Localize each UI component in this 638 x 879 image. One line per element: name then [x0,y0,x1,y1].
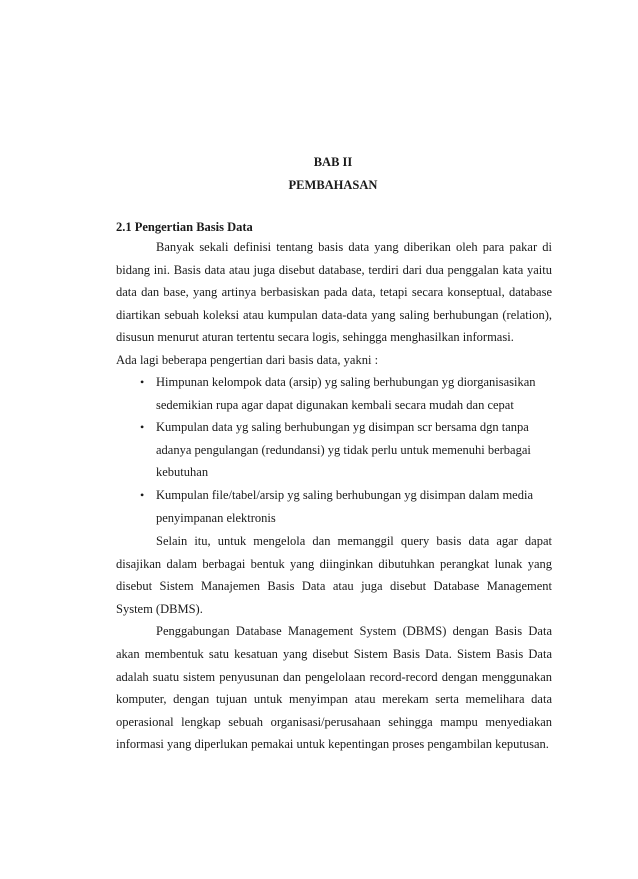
list-item [116,416,552,484]
list-item-text: Himpunan kelompok data (arsip) yg saling berhubungan yg diorganisasikan sedemikian rupa agar dapat digunakan kembali secara mudah dan cepat [156,375,536,412]
paragraph-intro: Banyak sekali definisi tentang basis data yang diberikan oleh para pakar di bidang ini. Basis data atau juga disebut database, terdiri dari dua penggalan kata yaitu data dan base, yang artinya berbasiskan pada data, tetapi secara konseptual, database diartikan sebuah koleksi atau kumpulan data-data yang saling berhubungan (relation), disusun menurut aturan tertentu secara logis, sehingga menghasilkan informasi. [116,240,552,345]
bullet-icon: • [140,375,145,389]
paragraph-block-1 [116,236,552,372]
paragraph-block-2 [116,530,552,756]
list-item [116,371,552,416]
definition-list [116,371,552,529]
list-intro: Ada lagi beberapa pengertian dari basis data, yakni : [116,352,379,367]
bullet-icon: • [140,487,145,502]
paragraph-dbms: Selain itu, untuk mengelola dan memanggil query basis data agar dapat disajikan dalam berbagai bentuk yang diinginkan dibutuhkan perangkat lunak yang disebut Sistem Manajemen Basis Data atau juga disebut Database Management System (DBMS). [116,534,552,616]
list-item-text: Kumpulan file/tabel/arsip yg saling berhubungan yg disimpan dalam media penyimpanan elektronis [156,487,533,525]
list-item-text: Kumpulan data yg saling berhubungan yg disimpan scr bersama dgn tanpa adanya pengulangan (redundansi) yg tidak perlu untuk memenuhi berbagai kebutuhan [156,420,531,480]
section-heading: 2.1 Pengertian Basis Data [116,220,253,234]
chapter-title: PEMBAHASAN [288,178,378,192]
bullet-icon: • [140,420,145,435]
list-item [116,484,552,529]
paragraph-sistem-basis-data: Penggabungan Database Management System (DBMS) dengan Basis Data akan membentuk satu kesatuan yang disebut Sistem Basis Data. Sistem Basis Data adalah suatu sistem penyusunan dan pengelolaan record-record dengan menggunakan komputer, dengan tujuan untuk menyimpan atau merekam serta memelihara data operasional lengkap sebuah organisasi/perusahaan sehingga mampu menyediakan informasi yang diperlukan pemakai untuk kepentingan proses pengambilan keputusan. [116,624,552,752]
chapter-label: BAB II [313,155,353,169]
